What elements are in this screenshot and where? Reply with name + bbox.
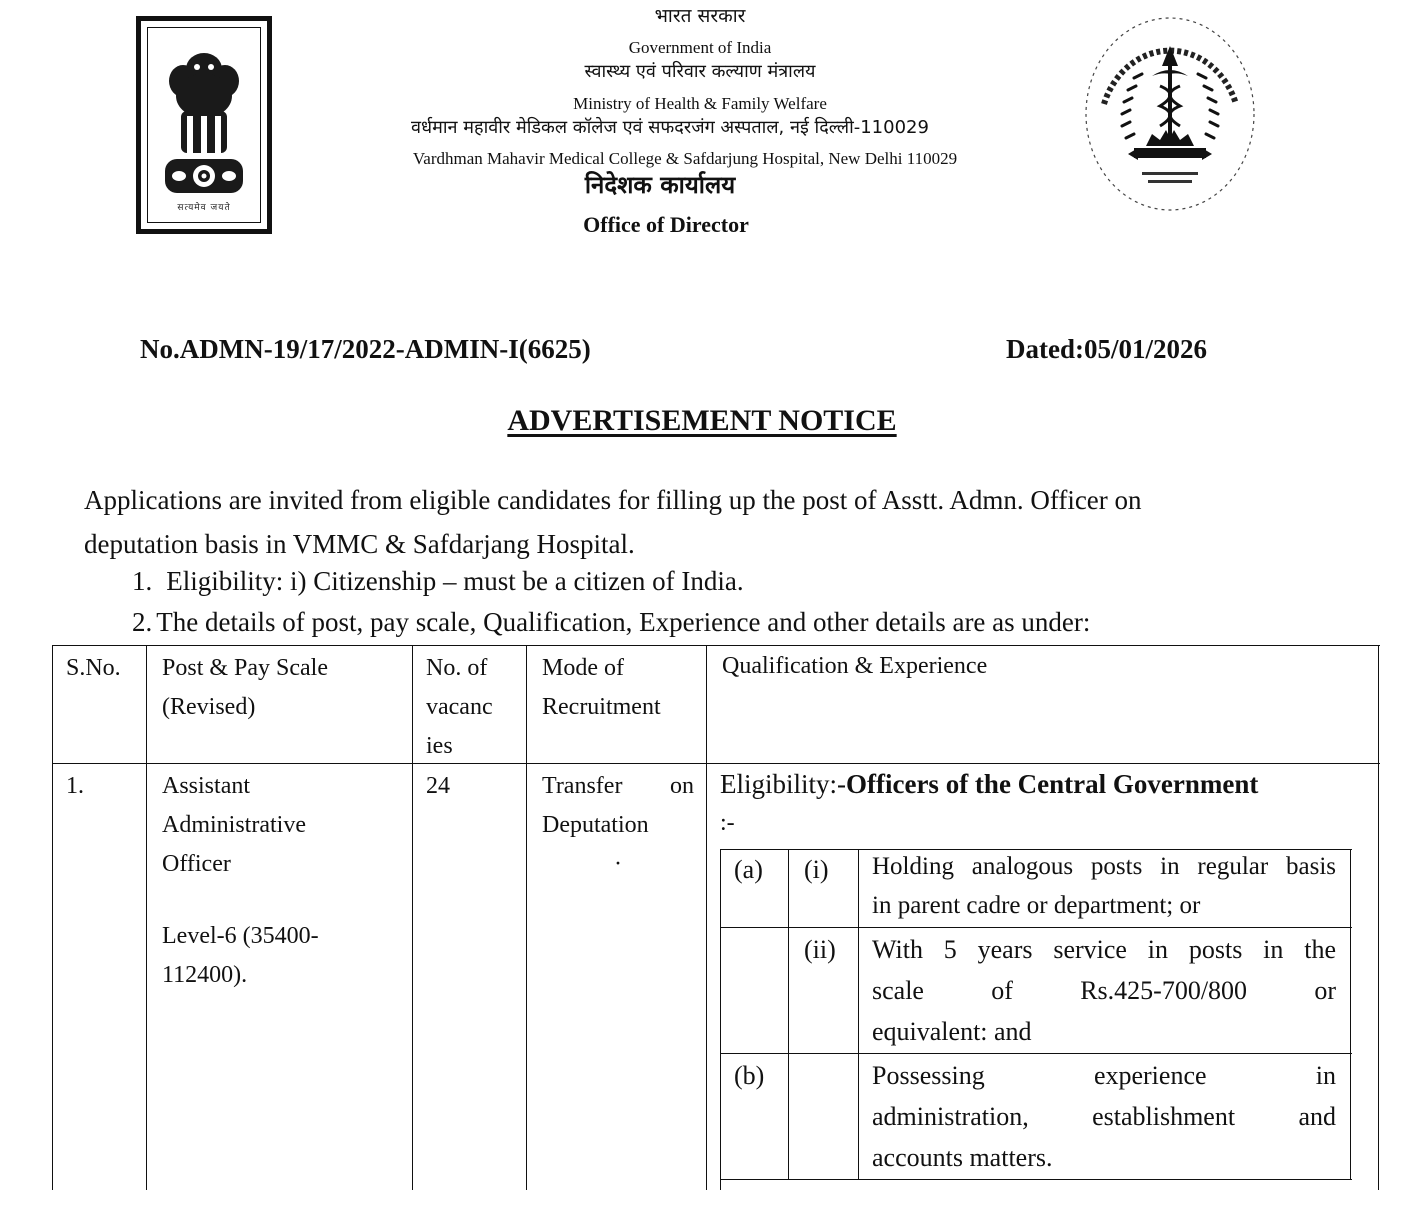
criteria-line: accounts matters. [872, 1143, 1053, 1172]
header-text: Recruitment [542, 694, 661, 720]
emblem-motto: सत्यमेव जयते [177, 203, 231, 213]
point-details [132, 604, 1090, 640]
header-hindi-institution: वर्धमान महावीर मेडिकल कॉलेज एवं सफदरजंग अस्पताल, नई दिल्ली-110029 [411, 117, 929, 138]
mode-line: Deputation [542, 812, 649, 838]
criteria-marker: (b) [734, 1061, 765, 1090]
criteria-table [720, 849, 1352, 1190]
header-mode-of-recruitment [542, 649, 661, 727]
eligibility-bold: Officers of the Central Government [846, 769, 1259, 799]
header-text: No. of [426, 655, 488, 681]
criteria-border [1350, 849, 1351, 1179]
table-header-divider [52, 763, 1380, 764]
header-sno: S.No. [66, 655, 121, 681]
intro-line-1: Applications are invited from eligible candidates for filling up the post of Asstt. Admn. Officer on [84, 485, 1142, 515]
criteria-line: With 5 years service in posts in the [872, 935, 1336, 964]
point-eligibility [132, 563, 744, 599]
post-name-line: Administrative [162, 812, 306, 838]
criteria-line: Possessing experience in [872, 1061, 1336, 1090]
notice-title: ADVERTISEMENT NOTICE [507, 404, 897, 437]
column-divider [412, 645, 413, 1190]
header-text: (Revised) [162, 694, 256, 720]
table-top-border [52, 645, 1380, 646]
criteria-border [720, 927, 1352, 928]
criteria-line: scale of Rs.425-700/800 or [872, 976, 1336, 1005]
cell-qualification [720, 765, 1258, 843]
post-details-table [52, 645, 1380, 1190]
reference-number: No.ADMN-19/17/2022-ADMIN-I(6625) [140, 334, 591, 364]
criteria-line: in parent cadre or department; or [872, 892, 1201, 919]
mode-line: Transfer on [542, 773, 694, 799]
criteria-line: Holding analogous posts in regular basis [872, 853, 1336, 880]
criteria-border [788, 849, 789, 1179]
cell-vacancies: 24 [426, 773, 450, 799]
header-english-govt: Government of India [628, 38, 772, 57]
pay-level-line: Level-6 (35400- [162, 923, 319, 949]
header-english-ministry: Ministry of Health & Family Welfare [573, 94, 827, 113]
header-qualification-experience: Qualification & Experience [722, 653, 988, 679]
criteria-text [872, 1055, 1336, 1178]
header-text: Mode of [542, 655, 624, 681]
cell-sno: 1. [66, 773, 84, 799]
eligibility-heading [720, 765, 1258, 804]
criteria-border [858, 849, 859, 1179]
header-hindi-office: निदेशक कार्यालय [584, 171, 736, 199]
intro-paragraph [84, 478, 1384, 566]
eligibility-label: Eligibility:- [720, 769, 846, 799]
header-english-institution: Vardhman Mahavir Medical College & Safdarjung Hospital, New Delhi 110029 [412, 149, 958, 168]
header-hindi-ministry: स्वास्थ्य एवं परिवार कल्याण मंत्रालय [584, 61, 816, 82]
point-number: 2. [132, 607, 153, 637]
eligibility-tail: :- [720, 810, 735, 836]
column-divider [706, 645, 707, 1190]
cell-post-pay-scale [162, 767, 319, 995]
header-text: vacanc [426, 694, 493, 720]
reference-date: Dated:05/01/2026 [1006, 334, 1207, 364]
criteria-sub: (ii) [804, 935, 836, 964]
criteria-border [720, 1053, 1352, 1054]
header-hindi-govt: भारत सरकार [654, 5, 746, 27]
header-text: Post & Pay Scale [162, 655, 328, 681]
column-divider [146, 645, 147, 1190]
cell-mode [542, 767, 694, 884]
criteria-border [720, 849, 721, 1190]
criteria-text [872, 847, 1336, 925]
mode-dot: · [614, 851, 622, 877]
point-text: Eligibility: i) Citizenship – must be a citizen of India. [166, 566, 744, 596]
criteria-sub: (i) [804, 855, 829, 884]
criteria-text [872, 929, 1336, 1052]
post-name-line: Officer [162, 851, 231, 877]
point-number: 1. [132, 566, 153, 596]
criteria-line: administration, establishment and [872, 1102, 1336, 1131]
criteria-marker: (a) [734, 855, 763, 884]
header-vacancies [426, 649, 493, 766]
criteria-border [720, 1179, 1352, 1180]
post-name-line: Assistant [162, 773, 251, 799]
hospital-seal-icon [1082, 14, 1258, 214]
header-post-pay-scale [162, 649, 328, 727]
intro-line-2: deputation basis in VMMC & Safdarjang Hospital. [84, 529, 635, 559]
header-text: ies [426, 733, 453, 759]
table-left-border [52, 645, 53, 1190]
table-right-border [1378, 645, 1379, 1190]
pay-level-line: 112400). [162, 962, 248, 988]
header-english-office: Office of Director [583, 212, 749, 237]
criteria-line: equivalent: and [872, 1017, 1032, 1046]
column-divider [526, 645, 527, 1190]
point-text: The details of post, pay scale, Qualification, Experience and other details are as under: [156, 607, 1091, 637]
